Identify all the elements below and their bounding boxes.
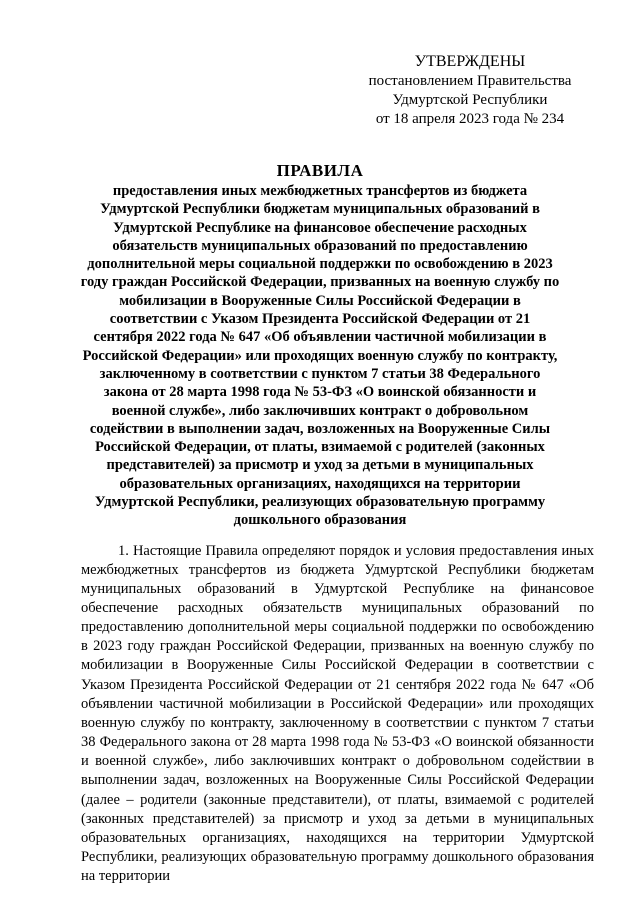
approval-line-2: Удмуртской Республики (392, 92, 548, 108)
approval-heading: УТВЕРЖДЕНЫ (414, 53, 526, 70)
approval-line-3: от 18 апреля 2023 года № 234 (375, 111, 565, 127)
body-paragraph-1: 1. Настоящие Правила определяют порядок и условия предоставления иных межбюджетных трансфертов из бюджета Удмуртской Республики бюджетам муниципальных образований в Удмуртской Республике на финансовое обеспечение расходных обязательств муниципальных образований по предоставлению дополнительной меры социальной поддержки по освобождению в 2023 году граждан Российской Федерации, призванных на военную службу по мобилизации в Вооруженные Силы Российской Федерации в соответствии с Указом Президента Российской Федерации от 21 сентября 2022 года № 647 «Об объявлении частичной мобилизации в Российской Федерации» или проходящих военную службу по контракту, заключенному в соответствии с пунктом 7 статьи 38 Федерального закона от 28 марта 1998 года № 53-ФЗ «О воинской обязанности и военной службе», либо заключивших контракт о добровольном содействии в выполнении задач, возложенных на Вооруженные Силы Российской Федерации (далее – родители (законные представители), от платы, взимаемой с родителей (законных представителей) за присмотр и уход за детьми в муниципальных образовательных организациях, находящихся на территории Удмуртской Республики, реализующих образовательную программу дошкольного образования на территории (81, 542, 594, 885)
approval-line-1: постановлением Правительства (368, 73, 572, 89)
approval-stamp (365, 52, 575, 129)
title-main: ПРАВИЛА (276, 161, 364, 180)
document-title (80, 160, 560, 530)
title-subtitle: предоставления иных межбюджетных трансфертов из бюджета Удмуртской Республики бюджетам муниципальных образований в Удмуртской Республике на финансовое обеспечение расходных обязательств муниципальных образований по предоставлению дополнительной меры социальной поддержки по освобождению в 2023 году граждан Российской Федерации, призванных на военную службу по мобилизации в Вооруженные Силы Российской Федерации в соответствии с Указом Президента Российской Федерации от 21 сентября 2022 года № 647 «Об объявлении частичной мобилизации в Российской Федерации» или проходящих военную службу по контракту, заключенному в соответствии с пунктом 7 статьи 38 Федерального закона от 28 марта 1998 года № 53-ФЗ «О воинской обязанности и военной службе», либо заключивших контракт о добровольном содействии в выполнении задач, возложенных на Вооруженные Силы Российской Федерации, от платы, взимаемой с родителей (законных представителей) за присмотр и уход за детьми в муниципальных образовательных организациях, находящихся на территории Удмуртской Республики, реализующих образовательную программу дошкольного образования (80, 183, 560, 529)
